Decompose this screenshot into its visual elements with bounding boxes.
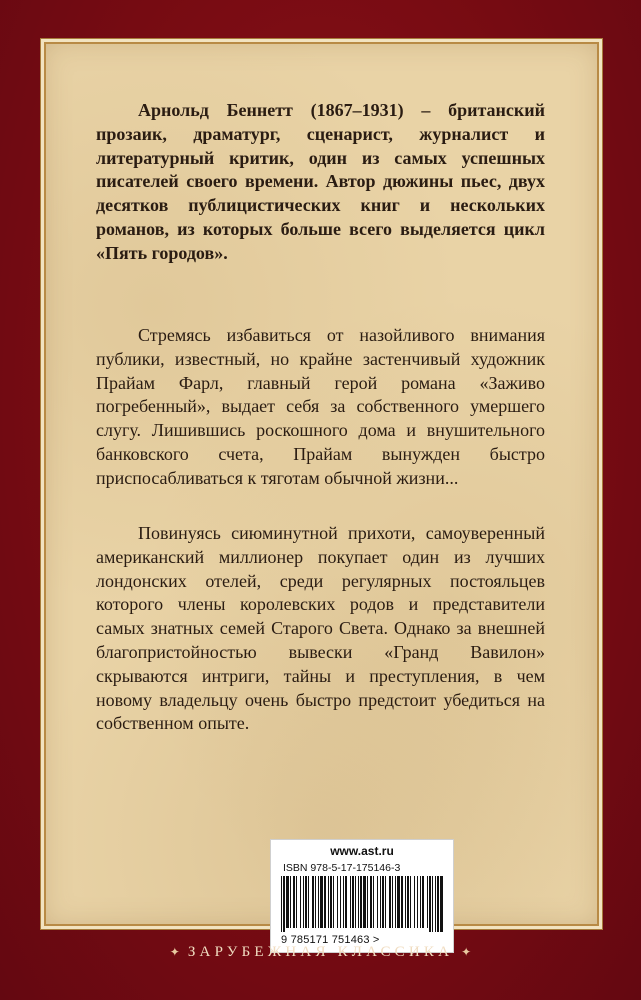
- barcode-bar: [389, 876, 391, 928]
- barcode-bar: [401, 876, 403, 928]
- barcode-bar: [345, 876, 347, 928]
- barcode-bar: [324, 876, 326, 928]
- barcode-bar: [352, 876, 354, 928]
- barcode-bar: [382, 876, 384, 928]
- barcode-bar: [350, 876, 351, 928]
- barcode-bar: [385, 876, 386, 928]
- barcode-bar: [395, 876, 396, 928]
- barcode-bar: [337, 876, 338, 928]
- barcode-bar: [296, 876, 297, 928]
- barcode-bar: [405, 876, 406, 928]
- barcode-box: [270, 839, 454, 953]
- barcode-bar: [417, 876, 418, 928]
- barcode-bar: [367, 876, 368, 928]
- barcode-bar: [377, 876, 378, 928]
- barcode-bar: [429, 876, 431, 932]
- barcode-bar: [340, 876, 341, 928]
- barcode-bar: [333, 876, 334, 928]
- barcode-bar: [286, 876, 289, 928]
- barcode-bar: [410, 876, 411, 928]
- barcode-bar: [303, 876, 304, 928]
- series-title: [0, 944, 641, 961]
- barcode-bars: [281, 876, 443, 932]
- barcode-bar: [435, 876, 436, 932]
- barcode-bar: [392, 876, 393, 928]
- isbn-label: ISBN 978-5-17-175146-3: [283, 862, 401, 874]
- barcode-bar: [358, 876, 359, 928]
- barcode-bar: [290, 876, 291, 928]
- synopsis-paragraph-1: Стремясь избавиться от назойливого внимания публики, известный, но крайне застенчивый художник Прайам Фарл, главный герой романа «Заживо погребенный», выдает себя за собственного умершего слугу. Лишившись роскошного дома и внушительного банковского счета, Прайам вынужден быстро приспосабливаться к тяготам обычной жизни...: [96, 325, 545, 488]
- barcode-bar: [305, 876, 307, 928]
- parchment-panel: [40, 38, 603, 946]
- barcode-bar: [293, 876, 295, 928]
- barcode-bar: [427, 876, 428, 928]
- barcode-bar: [363, 876, 366, 928]
- barcode-bar: [308, 876, 309, 928]
- author-bio: Арнольд Беннетт (1867–1931) – британский прозаик, драматург, сценарист, журналист и литературный критик, один из самых успешных писателей своего времени. Автор дюжины пьес, двух десятков публицистических книг и нескольких романов, из которых больше всего выделяется цикл «Пять городов».: [96, 100, 545, 263]
- barcode-bar: [343, 876, 344, 928]
- barcode-bar: [422, 876, 424, 928]
- barcode-bar: [432, 876, 433, 932]
- barcode-bar: [360, 876, 362, 928]
- barcode-bar: [315, 876, 316, 928]
- barcode-bar: [407, 876, 409, 928]
- barcode-bar: [283, 876, 285, 932]
- publisher-website: www.ast.ru: [330, 844, 394, 858]
- barcode-bar: [328, 876, 329, 928]
- ornament-right-icon: ✦: [461, 945, 472, 959]
- ornament-left-icon: ✦: [169, 945, 180, 959]
- barcode-bar: [414, 876, 415, 928]
- barcode-bar: [320, 876, 323, 928]
- barcode-digits: 9 785171 751463 >: [281, 934, 380, 946]
- barcode-bar: [355, 876, 356, 928]
- barcode-bar: [437, 876, 439, 932]
- barcode-bar: [397, 876, 400, 928]
- barcode-bar: [420, 876, 421, 928]
- barcode-bar: [300, 876, 301, 928]
- barcode-bar: [318, 876, 319, 928]
- synopsis-paragraph-2: Повинуясь сиюминутной прихоти, самоуверенный американский миллионер покупает один из лучших лондонских отелей, среди регулярных постояльцев которого члены королевских родов и представители самых знатных семей Старого Света. Однако за внешней благопристойностью вывески «Гранд Вавилон» скрываются интриги, тайны и преступления, в чем новому владельцу очень быстро предстоит убедиться на собственном опыте.: [96, 523, 545, 734]
- barcode-bar: [312, 876, 314, 928]
- barcode-bar: [440, 876, 443, 932]
- barcode-bar: [373, 876, 374, 928]
- barcode-bar: [380, 876, 381, 928]
- barcode-bar: [281, 876, 282, 932]
- barcode-bar: [370, 876, 372, 928]
- barcode-bar: [330, 876, 332, 928]
- series-label: ЗАРУБЕЖНАЯ КЛАССИКА: [187, 944, 454, 960]
